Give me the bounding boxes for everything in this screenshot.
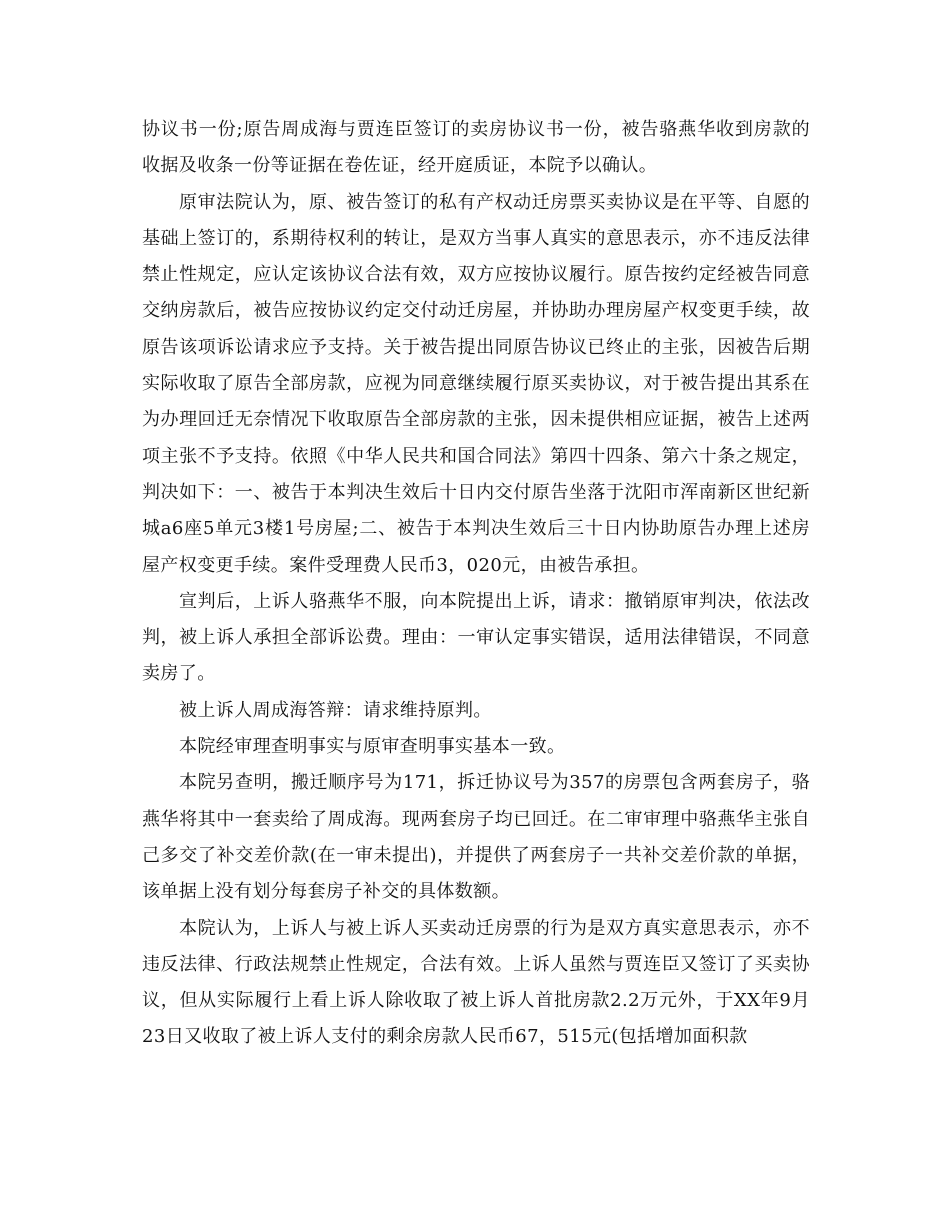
paragraph-facts-consistent: 本院经审理查明事实与原审查明事实基本一致。: [179, 736, 566, 758]
paragraph-appellee-reply: 被上诉人周成海答辩：请求维持原判。: [179, 699, 492, 721]
paragraph-evidence-continuation: 协议书一份;原告周成海与贾连臣签订的卖房协议书一份，被告骆燕华收到房款的收据及收条一份等证据在卷佐证，经开庭质证，本院予以确认。: [142, 119, 810, 177]
paragraph-additional-facts: 本院另查明，搬迁顺序号为171，拆迁协议号为357的房票包含两套房子，骆燕华将其中一套卖给了周成海。现两套房子均已回迁。在二审审理中骆燕华主张自己多交了补交差价款(在一审未提出)，并提供了两套房子一共补交差价款的单据，该单据上没有划分每套房子补交的具体数额。: [142, 772, 810, 903]
paragraph-appeal-request: 宣判后，上诉人骆燕华不服，向本院提出上诉，请求：撤销原审判决，依法改判，被上诉人承担全部诉讼费。理由：一审认定事实错误，适用法律错误，不同意卖房了。: [142, 590, 810, 685]
paragraph-court-opinion: 本院认为，上诉人与被上诉人买卖动迁房票的行为是双方真实意思表示，亦不违反法律、行政法规禁止性规定，合法有效。上诉人虽然与贾连臣又签订了买卖协议，但从实际履行上看上诉人除收取了被上诉人首批房款2.2万元外，于XX年9月23日又收取了被上诉人支付的剩余房款人民币67，515元(包括增加面积款: [142, 917, 810, 1048]
paragraph-original-court-opinion: 原审法院认为，原、被告签订的私有产权动迁房票买卖协议是在平等、自愿的基础上签订的，系期待权利的转让，是双方当事人真实的意思表示，亦不违反法律禁止性规定，应认定该协议合法有效，双方应按协议履行。原告按约定经被告同意交纳房款后，被告应按协议约定交付动迁房屋，并协助办理房屋产权变更手续，故原告该项诉讼请求应予支持。关于被告提出同原告协议已终止的主张，因被告后期实际收取了原告全部房款，应视为同意继续履行原买卖协议，对于被告提出其系在为办理回迁无奈情况下收取原告全部房款的主张，因未提供相应证据，被告上述两项主张不予支持。依照《中华人民共和国合同法》第四十四条、第六十条之规定，判决如下：一、被告于本判决生效后十日内交付原告坐落于沈阳市浑南新区世纪新城a6座5单元3楼1号房屋;二、被告于本判决生效后三十日内协助原告办理上述房屋产权变更手续。案件受理费人民币3，020元，由被告承担。: [142, 191, 810, 576]
document-body: [142, 112, 810, 1056]
